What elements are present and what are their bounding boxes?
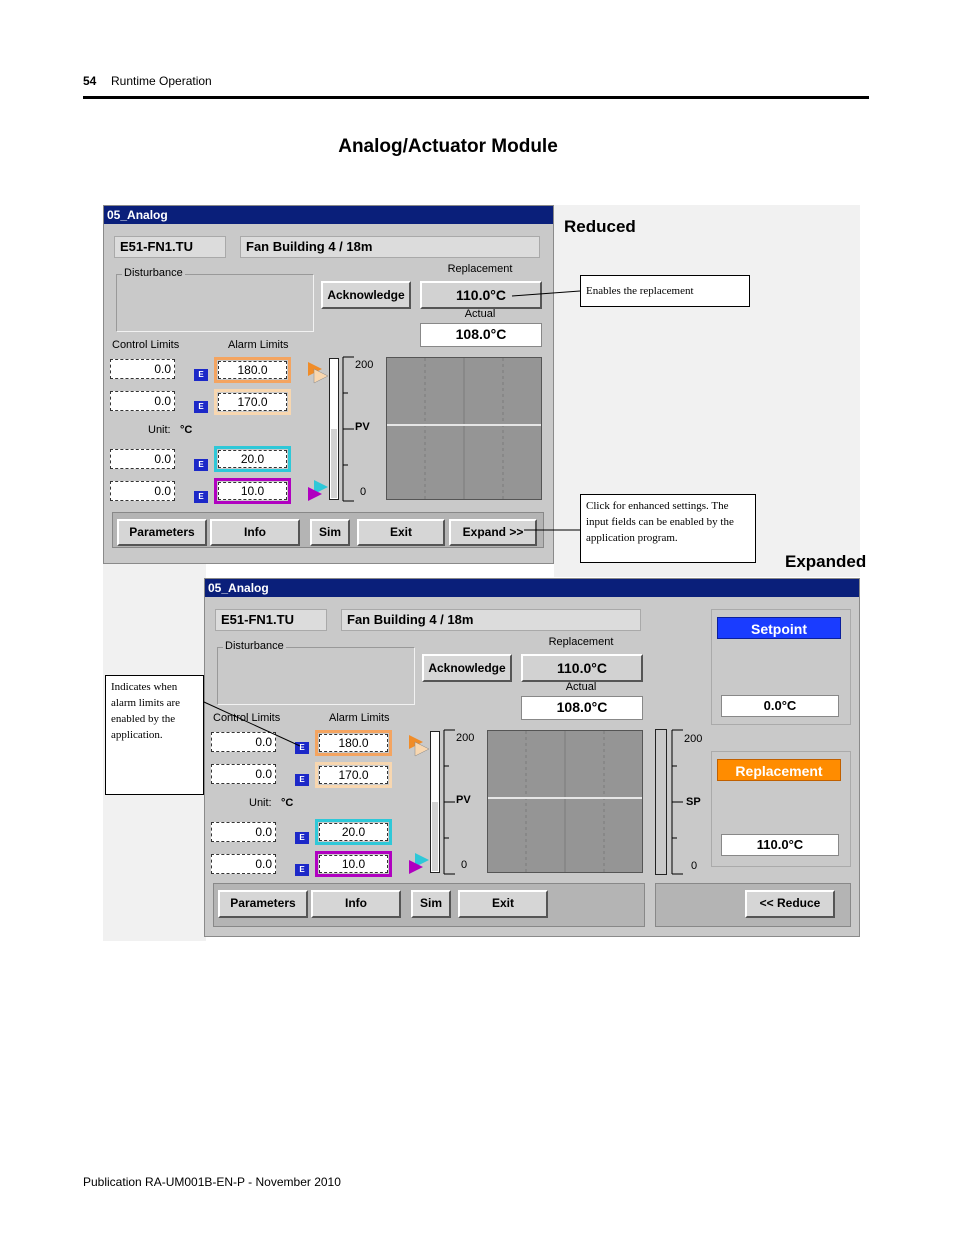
- pv-label: PV: [456, 794, 471, 806]
- control-limit-low[interactable]: 0.0: [211, 822, 276, 842]
- control-limits-label: Control Limits: [213, 712, 281, 724]
- expand-button[interactable]: Expand >>: [449, 519, 537, 546]
- unit-value: °C: [281, 797, 294, 809]
- alarm-limit-low-value[interactable]: 20.0: [218, 450, 287, 468]
- scale-min: 0: [360, 486, 367, 498]
- expanded-caption: Expanded: [785, 552, 867, 571]
- alarm-limit-low[interactable]: [214, 446, 291, 472]
- sp-scale: [669, 729, 685, 875]
- enable-badge-low-low: E: [194, 491, 208, 503]
- alarm-limit-high-value[interactable]: 170.0: [319, 766, 388, 784]
- alarm-limit-low-low-value[interactable]: 10.0: [218, 482, 287, 500]
- unit-label: Unit:: [148, 424, 171, 436]
- unit-value: °C: [180, 424, 193, 436]
- replacement-label: Replacement: [548, 636, 614, 648]
- page-number: 54: [83, 74, 97, 88]
- scale-min: 0: [461, 859, 468, 871]
- scale-max: 200: [355, 359, 374, 371]
- enable-badge-high-high: E: [194, 369, 208, 381]
- enable-badge-low: E: [295, 832, 309, 844]
- actual-label: Actual: [464, 308, 496, 320]
- parameters-button[interactable]: Parameters: [117, 519, 207, 546]
- actual-value: 108.0°C: [420, 323, 542, 347]
- unit-label: Unit:: [249, 797, 272, 809]
- low-alarm-marker-icon: [306, 478, 330, 504]
- alarm-limit-low-low-value[interactable]: 10.0: [319, 855, 388, 873]
- high-alarm-marker-icon: [306, 360, 330, 386]
- actual-value: 108.0°C: [521, 696, 643, 720]
- trend-display: [487, 730, 643, 873]
- description-field: Fan Building 4 / 18m: [341, 609, 641, 631]
- control-limit-low[interactable]: 0.0: [110, 449, 175, 469]
- sim-button[interactable]: Sim: [411, 890, 451, 918]
- enable-badge-high: E: [194, 401, 208, 413]
- enable-badge-high-high: E: [295, 742, 309, 754]
- header-rule: [83, 96, 869, 99]
- control-limit-high-high[interactable]: 0.0: [211, 732, 276, 752]
- control-limits-label: Control Limits: [112, 339, 180, 351]
- control-limit-high-high[interactable]: 0.0: [110, 359, 175, 379]
- setpoint-value[interactable]: 0.0°C: [721, 695, 839, 717]
- replacement-side-value[interactable]: 110.0°C: [721, 834, 839, 856]
- window-title: 05_Analog: [104, 206, 553, 224]
- control-limit-low-low[interactable]: 0.0: [110, 481, 175, 501]
- acknowledge-button[interactable]: Acknowledge: [321, 281, 411, 309]
- expanded-faceplate: [204, 578, 860, 937]
- alarm-limit-high-high[interactable]: [214, 357, 291, 383]
- reduced-caption: Reduced: [564, 217, 636, 236]
- alarm-limit-low[interactable]: [315, 819, 392, 845]
- pv-bar: [329, 358, 339, 500]
- reduced-faceplate: [103, 205, 554, 564]
- pv-scale: [340, 356, 356, 502]
- control-limit-high[interactable]: 0.0: [211, 764, 276, 784]
- info-button[interactable]: Info: [311, 890, 401, 918]
- scale-max: 200: [456, 732, 475, 744]
- disturbance-group: [116, 274, 314, 332]
- enable-badge-low-low: E: [295, 864, 309, 876]
- control-limit-high[interactable]: 0.0: [110, 391, 175, 411]
- alarm-callout: Indicates when alarm limits are enabled by the application.: [105, 675, 204, 795]
- replacement-value-button[interactable]: 110.0°C: [420, 281, 542, 309]
- alarm-callout-line: [200, 700, 304, 750]
- alarm-limits-label: Alarm Limits: [228, 339, 289, 351]
- replacement-callout: Enables the replacement: [580, 275, 750, 307]
- trend-display: [386, 357, 542, 500]
- replacement-header: Replacement: [717, 759, 841, 781]
- tag-field: E51-FN1.TU: [215, 609, 327, 631]
- alarm-limit-low-low[interactable]: [214, 478, 291, 504]
- pv-bar: [430, 731, 440, 873]
- expand-callout: Click for enhanced settings. The input fields can be enabled by the application program.: [580, 494, 756, 563]
- reduce-button[interactable]: << Reduce: [745, 890, 835, 918]
- trend-grid: [488, 731, 642, 872]
- replacement-label: Replacement: [447, 263, 513, 275]
- exit-button[interactable]: Exit: [458, 890, 548, 918]
- description-field: Fan Building 4 / 18m: [240, 236, 540, 258]
- high-alarm-marker-icon: [407, 733, 431, 759]
- replacement-value-button[interactable]: 110.0°C: [521, 654, 643, 682]
- pv-bar-fill: [331, 429, 337, 498]
- acknowledge-button[interactable]: Acknowledge: [422, 654, 512, 682]
- disturbance-label: Disturbance: [225, 640, 284, 652]
- sp-bar: [655, 729, 667, 875]
- sp-label: SP: [686, 796, 701, 808]
- exit-button[interactable]: Exit: [357, 519, 445, 546]
- disturbance-label: Disturbance: [124, 267, 183, 279]
- disturbance-group: [217, 647, 415, 705]
- enable-badge-high: E: [295, 774, 309, 786]
- pv-label: PV: [355, 421, 370, 433]
- actual-label: Actual: [565, 681, 597, 693]
- sp-scale-min: 0: [691, 860, 698, 872]
- alarm-limit-high-value[interactable]: 170.0: [218, 393, 287, 411]
- low-alarm-marker-icon: [407, 851, 431, 877]
- alarm-limit-high[interactable]: [214, 389, 291, 415]
- window-title: 05_Analog: [205, 579, 859, 597]
- sim-button[interactable]: Sim: [310, 519, 350, 546]
- parameters-button[interactable]: Parameters: [218, 890, 308, 918]
- alarm-limit-high[interactable]: [315, 762, 392, 788]
- control-limit-low-low[interactable]: 0.0: [211, 854, 276, 874]
- page-title: Analog/Actuator Module: [338, 136, 558, 157]
- pv-bar-fill: [432, 802, 438, 871]
- alarm-limits-label: Alarm Limits: [329, 712, 390, 724]
- trend-grid: [387, 358, 541, 499]
- setpoint-header: Setpoint: [717, 617, 841, 639]
- alarm-limit-high-high[interactable]: [315, 730, 392, 756]
- sp-scale-max: 200: [684, 733, 703, 745]
- section-title: Runtime Operation: [111, 74, 212, 88]
- alarm-limit-high-high-value[interactable]: 180.0: [218, 361, 287, 379]
- pv-scale: [441, 729, 457, 875]
- expand-callout-line: [523, 525, 583, 535]
- info-button[interactable]: Info: [210, 519, 300, 546]
- replacement-callout-line: [510, 288, 582, 300]
- tag-field: E51-FN1.TU: [114, 236, 226, 258]
- alarm-limit-low-value[interactable]: 20.0: [319, 823, 388, 841]
- enable-badge-low: E: [194, 459, 208, 471]
- footer: Publication RA-UM001B-EN-P - November 2010: [83, 1175, 341, 1189]
- alarm-limit-low-low[interactable]: [315, 851, 392, 877]
- alarm-limit-high-high-value[interactable]: 180.0: [319, 734, 388, 752]
